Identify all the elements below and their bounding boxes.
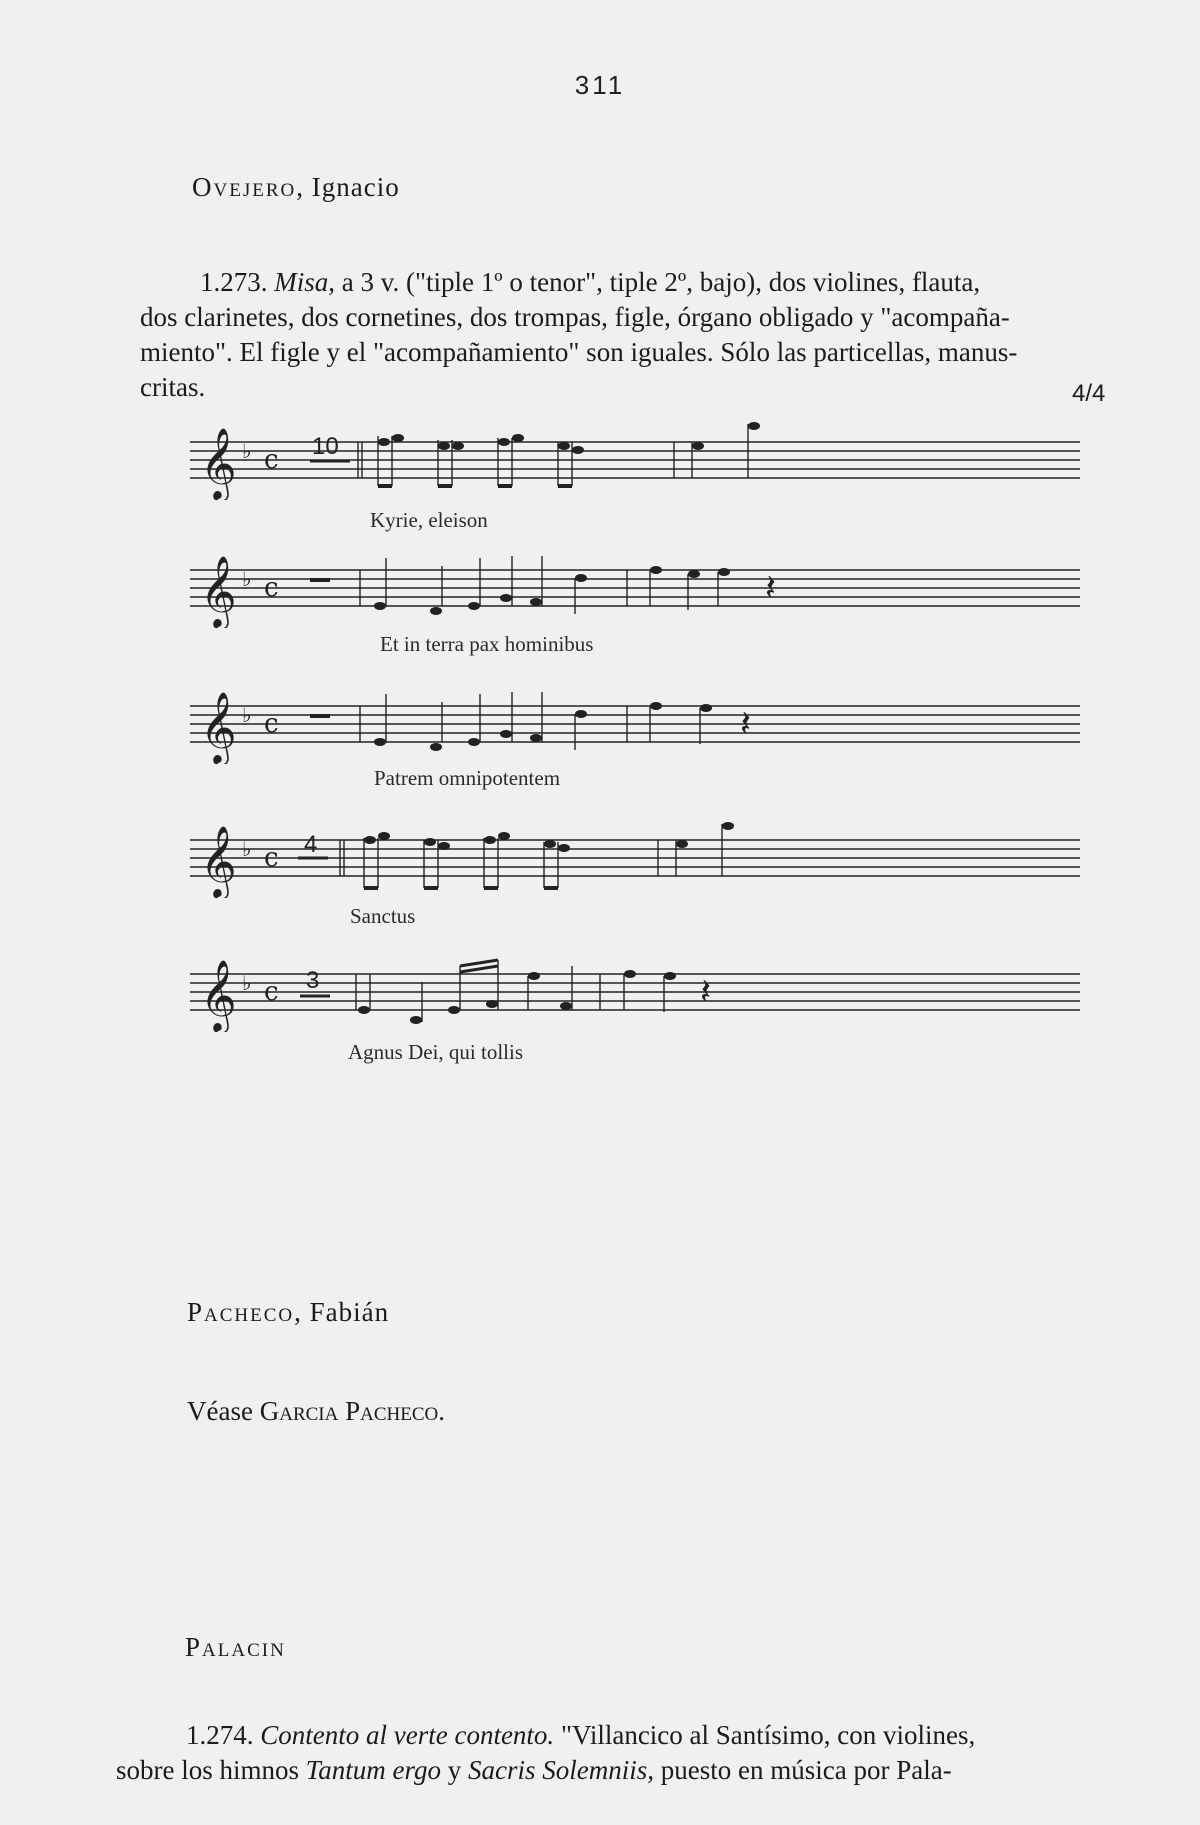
lyric-kyrie: Kyrie, eleison [370, 508, 488, 532]
staff-agnus [180, 952, 1080, 1032]
see-target: Garcia Pacheco. [259, 1396, 445, 1426]
svg-text:♭: ♭ [242, 971, 252, 995]
svg-text:𝄞: 𝄞 [200, 958, 237, 1031]
svg-text:𝄽: 𝄽 [740, 704, 752, 745]
entry-1273 [140, 265, 1140, 405]
measure-rest-number: 4 [304, 831, 318, 858]
entry-line: dos clarinetes, dos cornetines, dos trompas, figle, órgano obligado y "acompaña- [140, 302, 1010, 332]
svg-text:𝄞: 𝄞 [200, 690, 237, 763]
staff-kyrie [180, 420, 1080, 500]
heading-surname: Palacin [185, 1632, 286, 1662]
heading-pacheco [187, 1297, 389, 1328]
svg-text:𝄞: 𝄞 [200, 426, 237, 499]
entry-text: puesto en música por Pala- [654, 1755, 952, 1785]
heading-surname: Ovejero [192, 172, 297, 202]
entry-line [116, 1753, 1136, 1788]
music-incipit-credo [180, 684, 1080, 804]
cross-reference [187, 1396, 445, 1427]
heading-ovejero [192, 172, 400, 203]
svg-text:♭: ♭ [242, 439, 252, 463]
svg-text:c: c [264, 709, 279, 739]
entry-text: y [441, 1755, 469, 1785]
entry-number: 1.274. [186, 1720, 254, 1750]
svg-text:c: c [264, 445, 279, 475]
entry-title: Contento al verte contento. [260, 1720, 555, 1750]
heading-given: , Ignacio [296, 172, 400, 202]
entry-text: "Villancico al Santísimo, con violines, [554, 1720, 976, 1750]
heading-surname: Pacheco [187, 1297, 295, 1327]
entry-title: Misa, [274, 267, 335, 297]
hymn-title: Tantum ergo [305, 1755, 442, 1785]
svg-text:c: c [264, 977, 279, 1007]
page-number: 311 [574, 70, 626, 100]
svg-text:♭: ♭ [242, 567, 252, 591]
hymn-title: Sacris Solemniis, [468, 1755, 655, 1785]
heading-given: , Fabián [294, 1297, 390, 1327]
staff-credo [180, 684, 1080, 764]
svg-text:𝄞: 𝄞 [200, 824, 237, 897]
svg-text:♭: ♭ [242, 837, 252, 861]
lyric-gloria: Et in terra pax hominibus [380, 632, 594, 656]
measure-rest-number: 10 [312, 433, 339, 460]
lyric-credo: Patrem omnipotentem [374, 766, 561, 790]
lyric-sanctus: Sanctus [350, 904, 416, 928]
music-incipit-kyrie [180, 420, 1080, 540]
entry-number: 1.273. [200, 267, 268, 297]
lyric-agnus: Agnus Dei, qui tollis [348, 1040, 524, 1064]
entry-line [116, 1718, 1136, 1753]
entry-line: miento". El figle y el "acompañamiento" son iguales. Sólo las particellas, manus- [140, 337, 1018, 367]
entry-line [140, 265, 1140, 300]
music-incipit-agnus [180, 952, 1080, 1072]
music-incipit-sanctus [180, 818, 1080, 938]
svg-text:♭: ♭ [242, 703, 252, 727]
svg-text:c: c [264, 843, 279, 873]
entry-1274 [116, 1718, 1136, 1788]
measure-rest-number: 3 [306, 967, 320, 994]
music-incipit-gloria [180, 548, 1080, 668]
heading-palacin [185, 1632, 286, 1663]
svg-text:𝄽: 𝄽 [700, 972, 712, 1013]
see-prefix: Véase [187, 1396, 260, 1426]
svg-text:c: c [264, 573, 279, 603]
entry-text: sobre los himnos [116, 1755, 306, 1785]
entry-text: a 3 v. ("tiple 1º o tenor", tiple 2º, bajo), dos violines, flauta, [335, 267, 981, 297]
svg-text:𝄽: 𝄽 [765, 568, 777, 609]
staff-gloria [180, 548, 1080, 628]
staff-sanctus [180, 818, 1080, 898]
entry-line: critas. [140, 372, 206, 402]
svg-text:𝄞: 𝄞 [200, 554, 237, 627]
time-signature: 4/4 [1072, 380, 1106, 407]
